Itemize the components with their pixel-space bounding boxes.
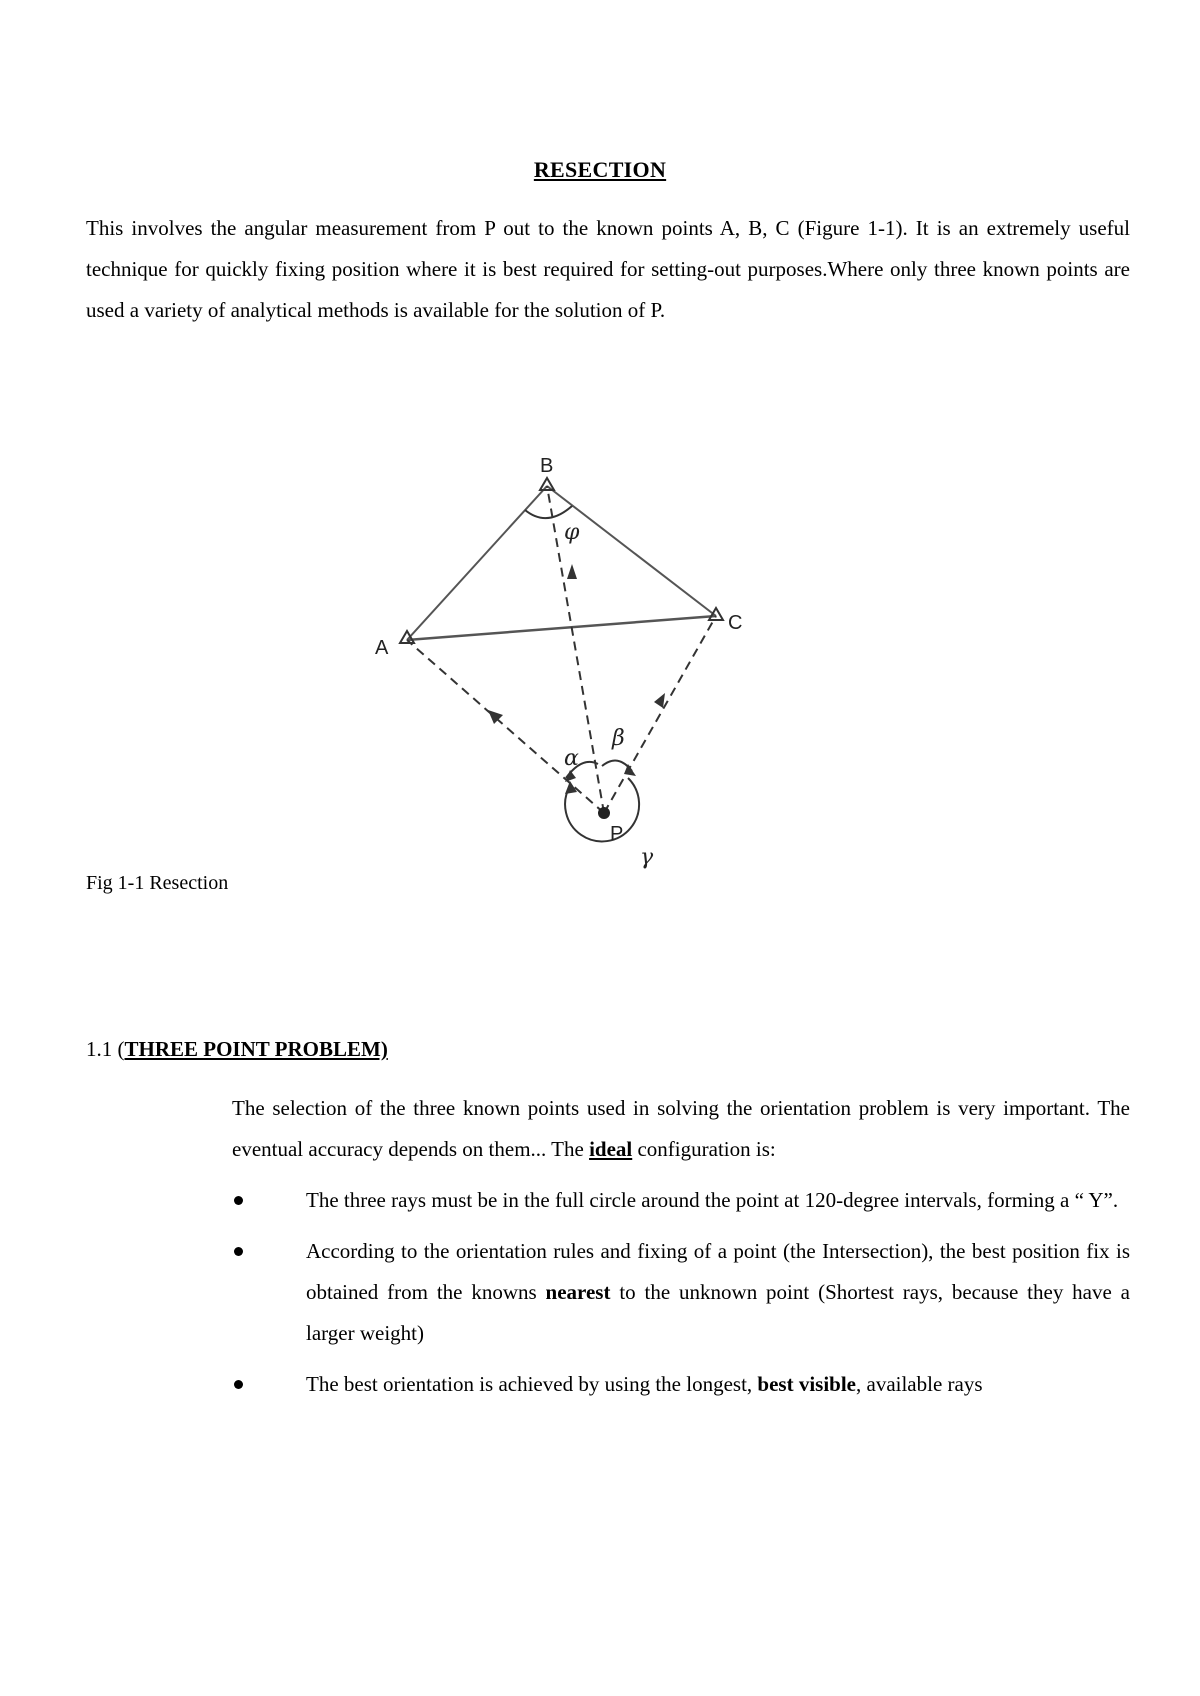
label-alpha: α bbox=[564, 746, 579, 771]
bullet-icon bbox=[234, 1247, 243, 1256]
label-a: A bbox=[375, 637, 389, 659]
label-phi: φ bbox=[564, 520, 580, 545]
bullet-text: The three rays must be in the full circle around the point at 120-degree intervals, forming a “ Y”. bbox=[306, 1188, 1119, 1212]
section-para-part2: configuration is: bbox=[632, 1137, 776, 1161]
label-b: B bbox=[540, 455, 554, 477]
section-number: 1.1 ( bbox=[86, 1037, 125, 1061]
bullet-text-bold: nearest bbox=[545, 1280, 611, 1304]
page-title: RESECTION bbox=[533, 157, 667, 182]
label-gamma: γ bbox=[640, 845, 654, 870]
ray-arrow-b bbox=[567, 564, 577, 579]
bullet-text-part1: According to the orientation rules and fixing of a point (the Intersection), the best position fix is obtained from the knowns bbox=[306, 1239, 1130, 1304]
list-item bbox=[232, 1364, 1130, 1405]
label-c: C bbox=[728, 612, 743, 634]
ray-p-c bbox=[604, 616, 716, 813]
bullet-text-part2: to the unknown point (Shortest rays, because they have a larger weight) bbox=[306, 1280, 1130, 1345]
intro-paragraph bbox=[86, 208, 1130, 331]
ray-arrow-c bbox=[654, 693, 665, 708]
label-beta: β bbox=[612, 726, 625, 751]
angle-phi-arc bbox=[525, 506, 572, 518]
section-para-emphasis: ideal bbox=[589, 1137, 633, 1161]
resection-diagram bbox=[360, 448, 780, 878]
ray-p-a bbox=[407, 640, 604, 813]
section-title: THREE POINT PROBLEM) bbox=[124, 1037, 388, 1061]
label-p: P bbox=[610, 823, 624, 845]
line-b-c bbox=[547, 486, 716, 616]
point-b-marker bbox=[540, 478, 554, 490]
line-a-b bbox=[407, 486, 547, 640]
bullet-icon bbox=[234, 1196, 243, 1205]
bullet-text-bold: best visible bbox=[757, 1372, 856, 1396]
section-para-part1: The selection of the three known points used in solving the orientation problem is very important. The eventual accuracy depends on them... The bbox=[232, 1096, 1130, 1161]
intro-text-part2: Where only three known points are used a variety of analytical methods is available for the solution of P. bbox=[86, 257, 1130, 322]
bullet-text-part2: , available rays bbox=[856, 1372, 983, 1396]
point-p-marker bbox=[598, 807, 610, 819]
list-item bbox=[232, 1180, 1130, 1221]
bullet-list bbox=[232, 1180, 1130, 1415]
section-paragraph bbox=[232, 1088, 1130, 1170]
line-a-c bbox=[407, 616, 716, 640]
figure-caption: Fig 1-1 Resection bbox=[86, 872, 229, 894]
intro-text-part1: This involves the angular measurement from P out to the known points A, B, C (Figure 1-1). It is an extremely useful technique for quickly fixing position where it is best required for setting-out purposes. bbox=[86, 216, 1130, 281]
point-c-marker bbox=[709, 608, 723, 620]
resection-figure bbox=[360, 448, 780, 878]
bullet-icon bbox=[234, 1380, 243, 1389]
list-item bbox=[232, 1231, 1130, 1354]
section-heading bbox=[86, 1037, 388, 1062]
bullet-text-part1: The best orientation is achieved by using the longest, bbox=[306, 1372, 758, 1396]
